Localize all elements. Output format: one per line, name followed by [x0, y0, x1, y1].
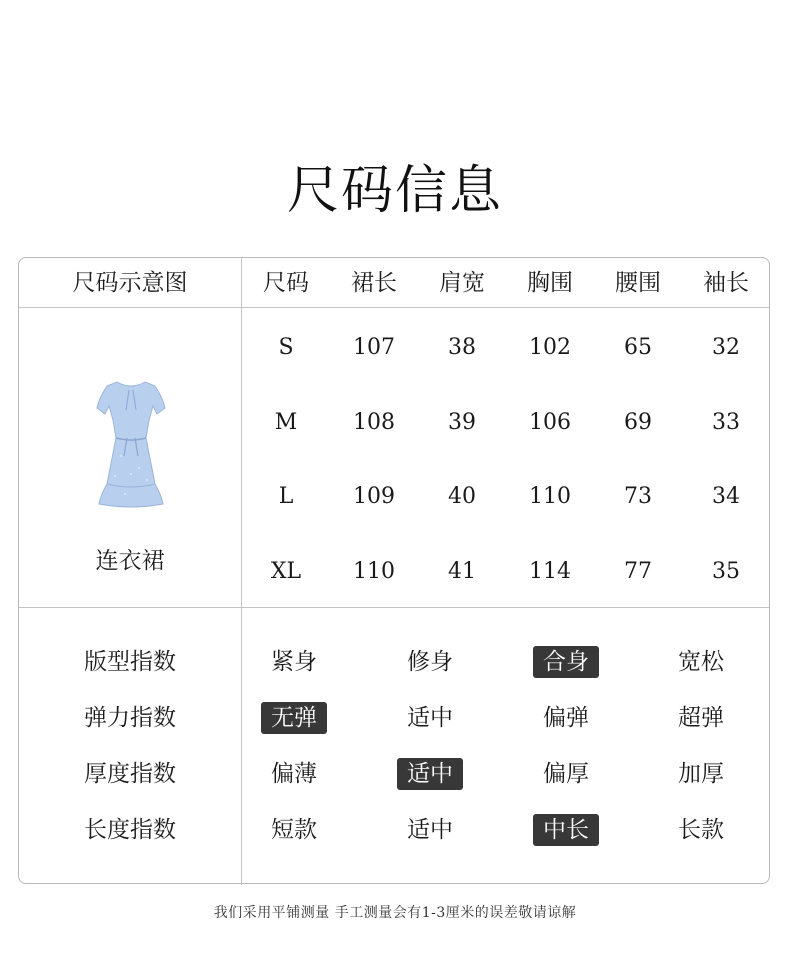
- index-label: 长度指数: [84, 817, 176, 843]
- index-label: 弹力指数: [84, 705, 176, 731]
- measurement-cell: 39: [448, 410, 476, 435]
- measurement-cell: 102: [529, 335, 571, 360]
- size-cell: L: [278, 484, 294, 509]
- footnote: 我们采用平铺测量 手工测量会有1-3厘米的误差敬请谅解: [213, 905, 577, 921]
- index-option-selected: 合身: [533, 646, 599, 678]
- index-option: 超弹: [678, 705, 724, 731]
- index-option: 短款: [271, 817, 317, 843]
- size-card: [18, 257, 770, 884]
- header-size: 尺码: [263, 270, 309, 296]
- measurement-cell: 33: [712, 410, 740, 435]
- index-option: 紧身: [271, 649, 317, 675]
- measurement-cell: 41: [448, 559, 476, 584]
- header-shoulder: 肩宽: [439, 270, 485, 296]
- measurement-cell: 110: [353, 559, 395, 584]
- page-title: 尺码信息: [286, 161, 503, 221]
- measurement-cell: 40: [448, 484, 476, 509]
- garment-label: 连衣裙: [95, 548, 165, 574]
- section-divider: [19, 607, 769, 608]
- header-bust: 胸围: [527, 270, 573, 296]
- header-waist: 腰围: [615, 270, 661, 296]
- measurement-cell: 106: [529, 410, 571, 435]
- measurement-cell: 109: [353, 484, 395, 509]
- measurement-cell: 73: [624, 484, 652, 509]
- index-option: 修身: [407, 649, 453, 675]
- measurement-cell: 65: [624, 335, 652, 360]
- index-option: 偏薄: [271, 761, 317, 787]
- size-cell: S: [278, 335, 294, 360]
- header-size-chart: 尺码示意图: [72, 270, 188, 296]
- index-option: 适中: [407, 705, 453, 731]
- measurement-cell: 107: [353, 335, 395, 360]
- measurement-cell: 110: [529, 484, 571, 509]
- measurement-cell: 35: [712, 559, 740, 584]
- measurement-cell: 38: [448, 335, 476, 360]
- index-option-selected: 无弹: [261, 702, 327, 734]
- index-option: 长款: [678, 817, 724, 843]
- measurement-cell: 34: [712, 484, 740, 509]
- index-option: 宽松: [678, 649, 724, 675]
- index-option: 偏厚: [543, 761, 589, 787]
- index-label: 版型指数: [84, 649, 176, 675]
- index-label: 厚度指数: [84, 761, 176, 787]
- index-option: 偏弹: [543, 705, 589, 731]
- measurement-cell: 77: [624, 559, 652, 584]
- header-skirt-length: 裙长: [351, 270, 397, 296]
- header-sleeve: 袖长: [703, 270, 749, 296]
- index-option: 加厚: [678, 761, 724, 787]
- measurement-cell: 114: [529, 559, 571, 584]
- measurement-cell: 108: [353, 410, 395, 435]
- measurement-cell: 32: [712, 335, 740, 360]
- measurement-cell: 69: [624, 410, 652, 435]
- header-divider: [19, 307, 769, 308]
- size-cell: M: [274, 410, 298, 435]
- index-option-selected: 适中: [397, 758, 463, 790]
- index-option: 适中: [407, 817, 453, 843]
- dress-icon: [95, 376, 167, 512]
- index-option-selected: 中长: [533, 814, 599, 846]
- size-cell: XL: [270, 559, 302, 584]
